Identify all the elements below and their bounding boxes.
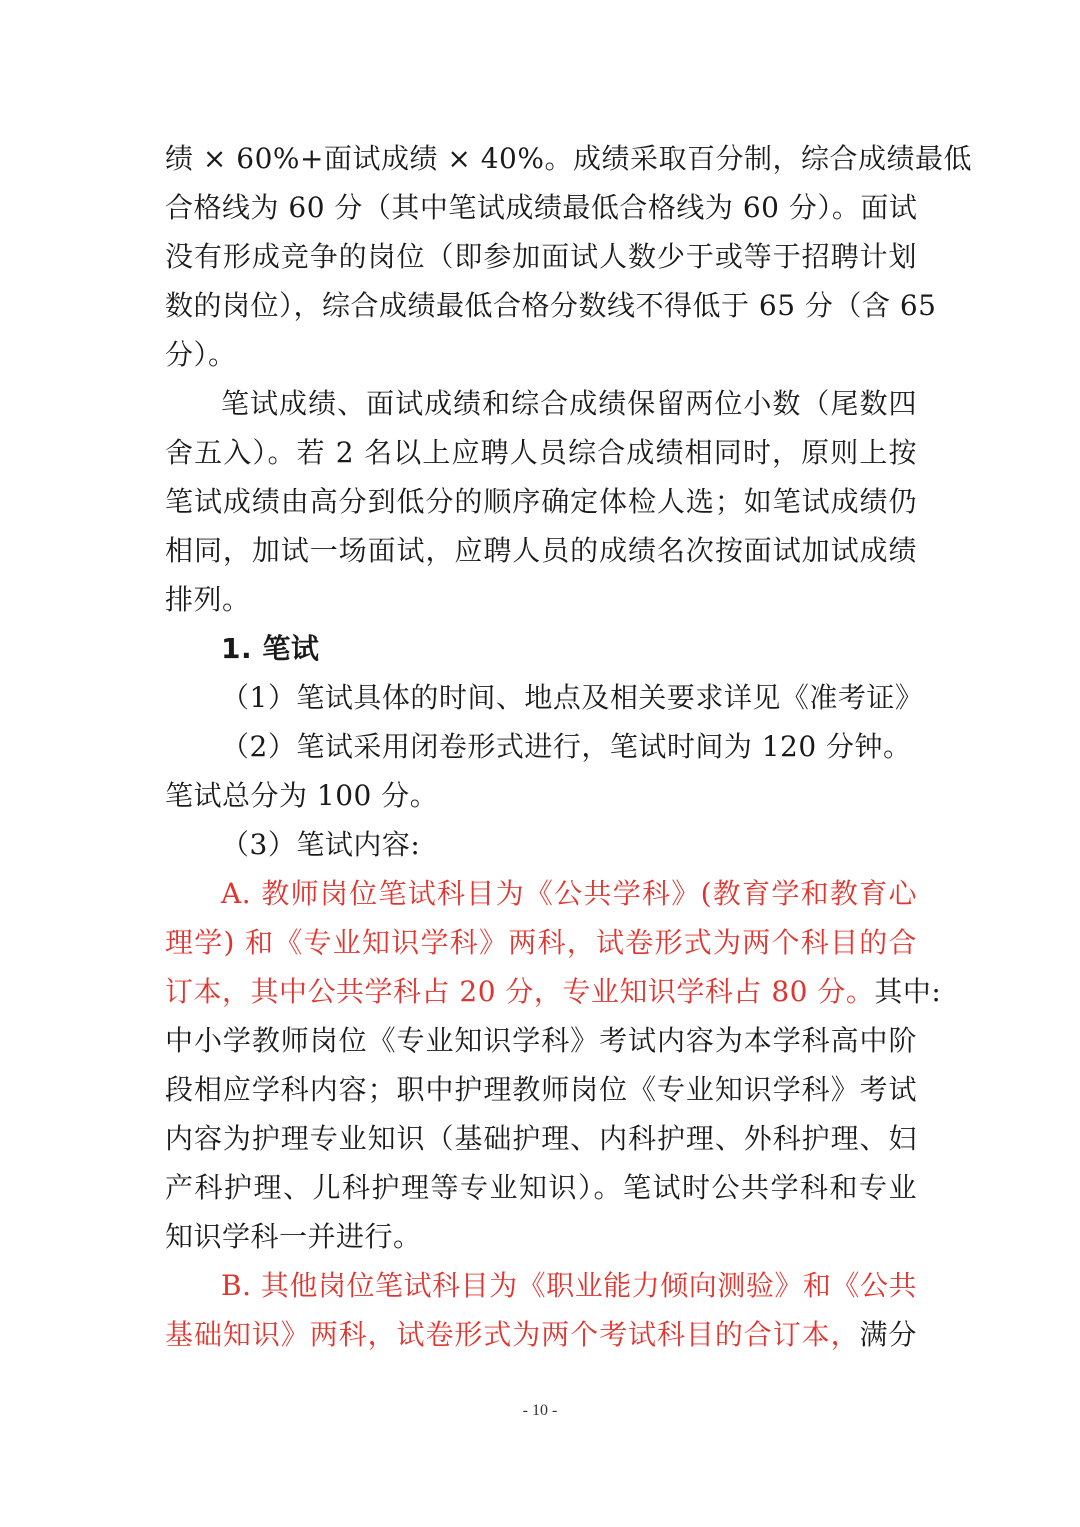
text-line: （2）笔试采用闭卷形式进行，笔试时间为 120 分钟。 <box>221 730 912 763</box>
text-line: 笔试成绩由高分到低分的顺序确定体检人选；如笔试成绩仍 <box>165 485 917 518</box>
text-line: 笔试总分为 100 分。 <box>165 779 439 812</box>
text-line: 合格线为 60 分（其中笔试成绩最低合格线为 60 分）。面试 <box>165 191 918 224</box>
highlighted-text-line: A. 教师岗位笔试科目为《公共学科》(教育学和教育心 <box>221 877 917 910</box>
text-line: 知识学科一并进行。 <box>165 1220 422 1253</box>
text-line: 内容为护理专业知识（基础护理、内科护理、外科护理、妇 <box>165 1122 917 1155</box>
highlighted-text-line: 理学) 和《专业知识学科》两科，试卷形式为两个科目的合 <box>165 926 917 959</box>
page-number: - 10 - <box>522 1402 558 1419</box>
section-heading: 1. 笔试 <box>221 632 320 665</box>
text-span: 满分 <box>859 1318 917 1351</box>
body-text <box>165 134 972 1359</box>
text-line: 相同，加试一场面试，应聘人员的成绩名次按面试加试成绩 <box>165 534 917 567</box>
text-line: （3）笔试内容: <box>221 828 421 861</box>
text-line: 没有形成竞争的岗位（即参加面试人数少于或等于招聘计划 <box>165 240 917 273</box>
mixed-text-line <box>165 967 942 1016</box>
text-line: 数的岗位），综合成绩最低合格分数线不得低于 65 分（含 65 <box>165 289 937 322</box>
text-span: 其中: <box>874 975 942 1008</box>
text-line: （1）笔试具体的时间、地点及相关要求详见《准考证》 <box>221 681 924 714</box>
text-line: 绩 × 60%+面试成绩 × 40%。成绩采取百分制，综合成绩最低 <box>165 142 972 175</box>
highlighted-text-line: B. 其他岗位笔试科目为《职业能力倾向测验》和《公共 <box>221 1269 917 1302</box>
mixed-text-line <box>165 1310 917 1359</box>
text-line: 中小学教师岗位《专业知识学科》考试内容为本学科高中阶 <box>165 1024 917 1057</box>
text-line: 分）。 <box>165 338 237 371</box>
text-line: 段相应学科内容；职中护理教师岗位《专业知识学科》考试 <box>165 1073 917 1106</box>
highlighted-text-span: 订本，其中公共学科占 20 分，专业知识学科占 80 分。 <box>165 975 875 1008</box>
text-line: 产科护理、儿科护理等专业知识）。笔试时公共学科和专业 <box>165 1171 917 1204</box>
highlighted-text-span: 基础知识》两科，试卷形式为两个考试科目的合订本， <box>165 1318 860 1351</box>
text-line: 排列。 <box>165 583 251 616</box>
text-line: 笔试成绩、面试成绩和综合成绩保留两位小数（尾数四 <box>221 387 917 420</box>
text-line: 舍五入）。若 2 名以上应聘人员综合成绩相同时，原则上按 <box>165 436 917 469</box>
